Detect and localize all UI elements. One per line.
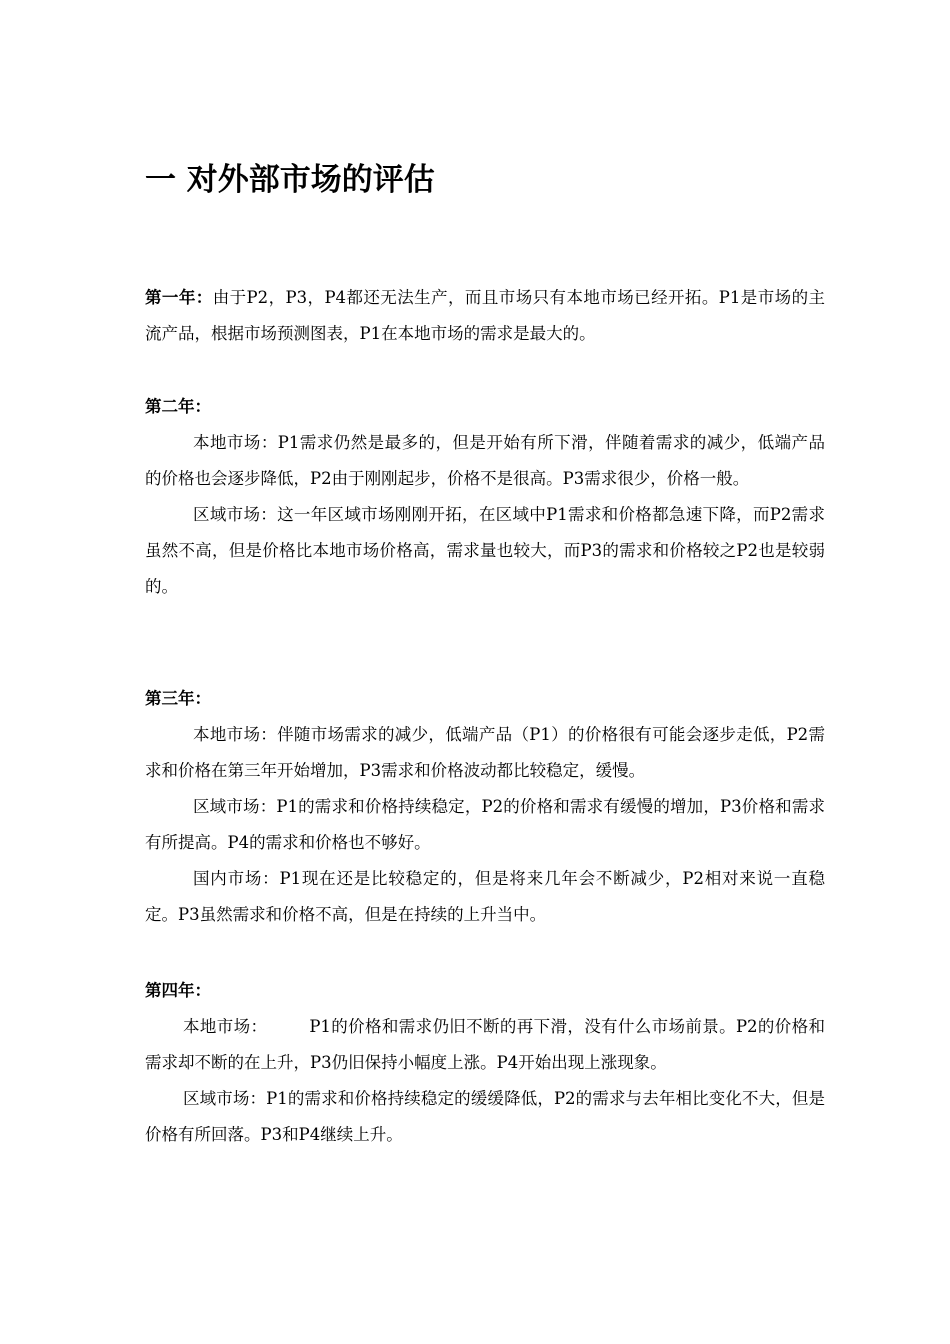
section-year-4 xyxy=(145,973,825,1153)
year-2-regional-market-paragraph: 区域市场：这一年区域市场刚刚开拓，在区域中P1需求和价格都急速下降，而P2需求虽然不高，但是价格比本地市场价格高，需求量也较大，而P3的需求和价格较之P2也是较弱的。 xyxy=(145,505,825,596)
year-3-heading: 第三年： xyxy=(145,689,211,708)
page-title: 一 对外部市场的评估 xyxy=(145,162,435,198)
year-3-regional-market-paragraph: 区域市场：P1的需求和价格持续稳定，P2的价格和需求有缓慢的增加，P3价格和需求有所提高。P4的需求和价格也不够好。 xyxy=(145,797,825,852)
year-2-local-market-paragraph: 本地市场：P1需求仍然是最多的，但是开始有所下滑，伴随着需求的减少，低端产品的价格也会逐步降低，P2由于刚刚起步，价格不是很高。P3需求很少，价格一般。 xyxy=(145,433,825,488)
year-3-local-market-paragraph: 本地市场：伴随市场需求的减少，低端产品（P1）的价格很有可能会逐步走低，P2需求和价格在第三年开始增加，P3需求和价格波动都比较稳定，缓慢。 xyxy=(145,725,825,780)
year-3-domestic-market-paragraph: 国内市场：P1现在还是比较稳定的，但是将来几年会不断减少，P2相对来说一直稳定。P3虽然需求和价格不高，但是在持续的上升当中。 xyxy=(145,869,825,924)
section-year-3 xyxy=(145,681,825,933)
year-4-local-market-paragraph xyxy=(145,1009,825,1081)
year-4-heading: 第四年： xyxy=(145,981,211,1000)
year-1-heading: 第一年： xyxy=(145,288,213,307)
year-2-heading: 第二年： xyxy=(145,397,211,416)
year-4-regional-market-paragraph: 区域市场：P1的需求和价格持续稳定的缓缓降低，P2的需求与去年相比变化不大，但是价格有所回落。P3和P4继续上升。 xyxy=(145,1089,825,1144)
section-year-2 xyxy=(145,389,825,605)
section-year-1 xyxy=(145,280,825,352)
year-4-local-market-text: P1的价格和需求仍旧不断的再下滑，没有什么市场前景。P2的价格和需求却不断的在上升，P3仍旧保持小幅度上涨。P4开始出现上涨现象。 xyxy=(145,1017,826,1072)
year-1-paragraph xyxy=(145,280,825,352)
year-1-text: 由于P2，P3，P4都还无法生产，而且市场只有本地市场已经开拓。P1是市场的主流产品，根据市场预测图表，P1在本地市场的需求是最大的。 xyxy=(145,288,826,343)
year-4-local-market-label: 本地市场： xyxy=(183,1017,268,1036)
